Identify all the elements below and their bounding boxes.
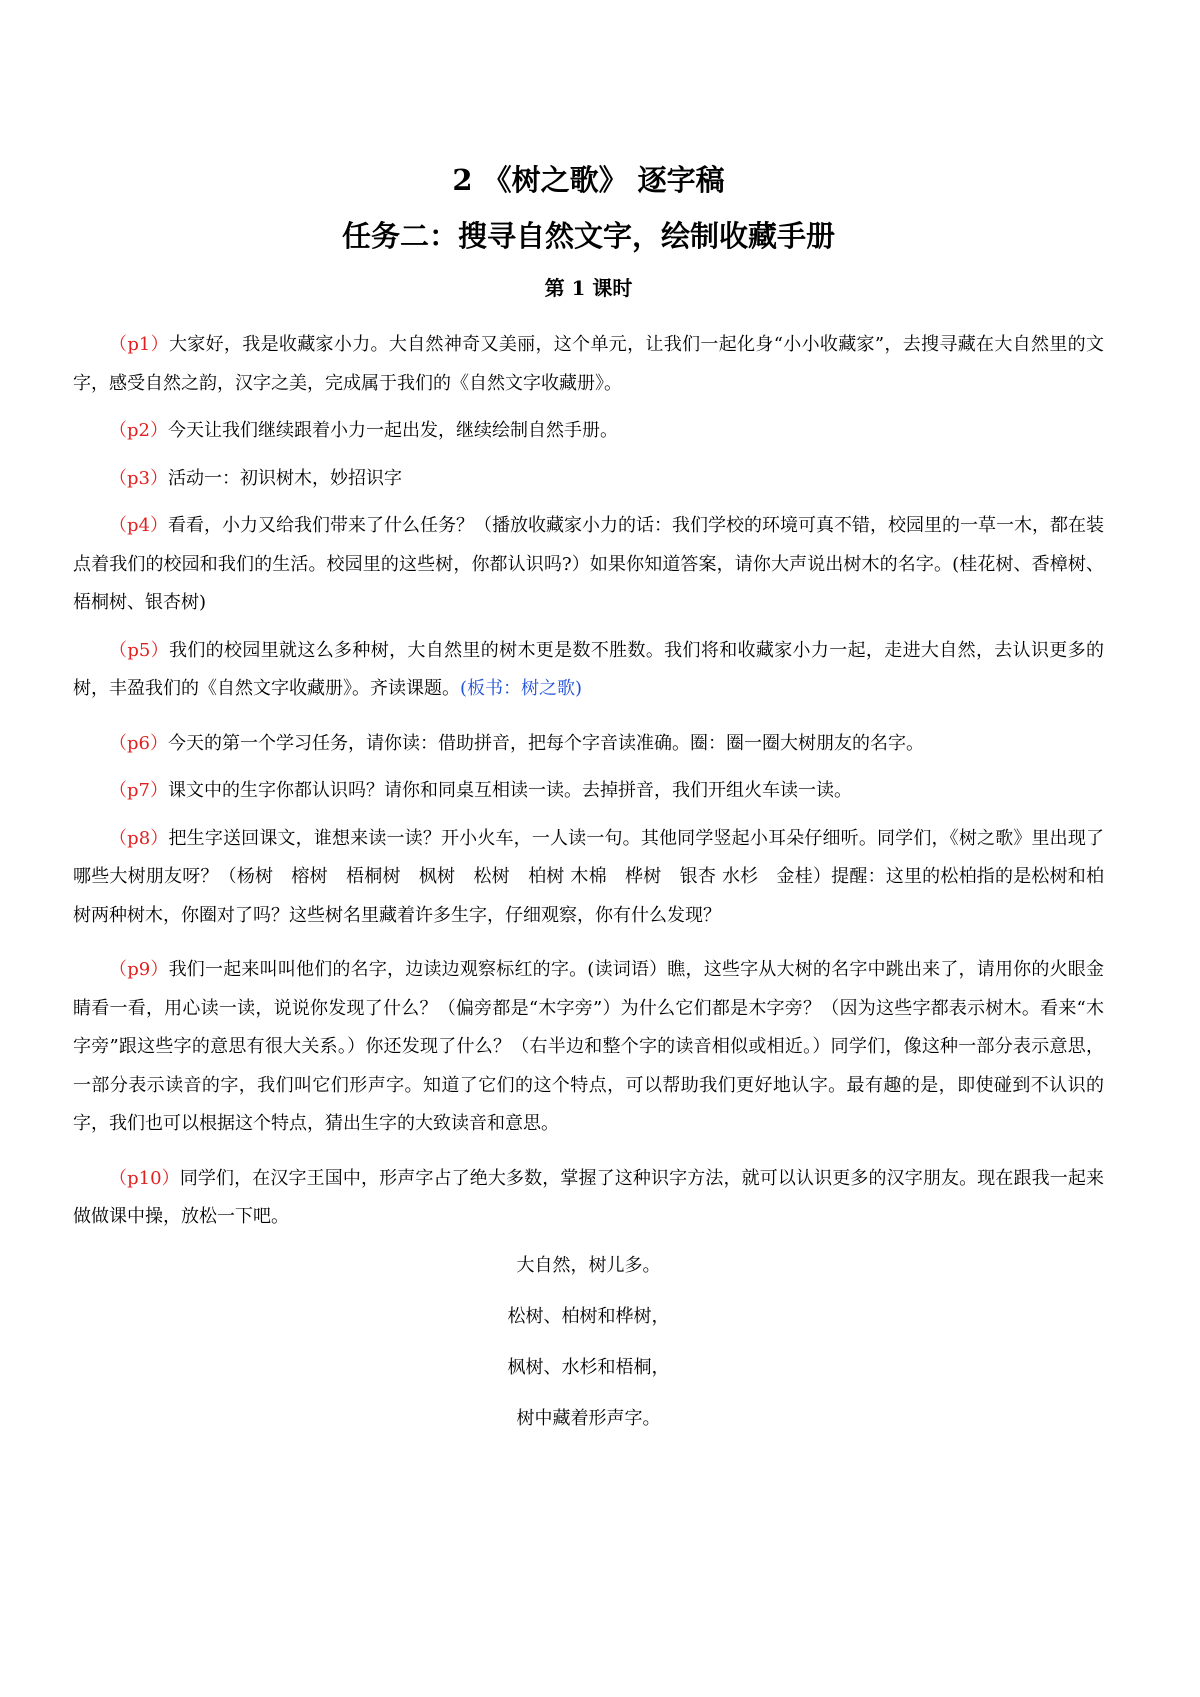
paragraph-tag: （p7） <box>109 780 168 801</box>
paragraph-p9 <box>73 951 1104 1144</box>
paragraph-text: 活动一：初识树木，妙招识字 <box>167 467 402 489</box>
paragraph-tag: （p5） <box>109 639 169 661</box>
paragraph-tag: （p3） <box>109 467 168 489</box>
transcript-body <box>73 326 1104 1433</box>
rhyme-line: 树中藏着形声字。 <box>516 1407 661 1429</box>
paragraph-p6 <box>73 725 1104 764</box>
paragraph-tag: （p9） <box>109 959 169 980</box>
exercise-rhyme <box>73 1252 1104 1433</box>
rhyme-line: 松树、柏树和桦树， <box>507 1305 670 1327</box>
paragraph-text: 同学们，在汉字王国中，形声字占了绝大多数，掌握了这种识字方法，就可以认识更多的汉字朋友。现在跟我一起来做做课中操，放松一下吧。 <box>73 1167 1104 1227</box>
paragraph-text: 大家好，我是收藏家小力。大自然神奇又美丽，这个单元，让我们一起化身“小小收藏家”，去搜寻藏在大自然里的文字，感受自然之韵，汉字之美，完成属于我们的《自然文字收藏册》。 <box>73 334 1104 394</box>
paragraph-p1 <box>73 326 1104 403</box>
paragraph-text: 今天让我们继续跟着小力一起出发，继续绘制自然手册。 <box>167 420 618 441</box>
document-title: 2 《树之歌》 逐字稿 <box>452 163 725 197</box>
paragraph-text: 把生字送回课文，谁想来读一读？开小火车，一人读一句。其他同学竖起小耳朵仔细听。同学们，《树之歌》里出现了哪些大树朋友呀？（杨树 榕树 梧桐树 枫树 松树 柏树 木棉 桦树 银杏 水杉 金桂）提醒：这里的松柏指的是松树和柏树两种树木，你圈对了吗？这些树名里藏着许多生字，仔细观察，你有什么发现？ <box>73 827 1104 926</box>
paragraph-tag: （p4） <box>109 515 168 536</box>
task-title: 任务二：搜寻自然文字，绘制收藏手册 <box>341 219 835 253</box>
paragraph-p10 <box>73 1160 1104 1237</box>
paragraph-p8 <box>73 820 1104 936</box>
paragraph-p2 <box>73 412 1104 451</box>
paragraph-tag: （p8） <box>109 827 169 849</box>
lesson-label: 第 1 课时 <box>544 276 633 300</box>
paragraph-text: 今天的第一个学习任务，请你读：借助拼音，把每个字音读准确。圈：圈一圈大树朋友的名字。 <box>167 732 924 754</box>
blackboard-note: (板书：树之歌) <box>460 678 583 699</box>
paragraph-tag: （p2） <box>109 420 168 441</box>
paragraph-text: 看看，小力又给我们带来了什么任务？（播放收藏家小力的话：我们学校的环境可真不错，校园里的一草一木，都在装点着我们的校园和我们的生活。校园里的这些树，你都认识吗?）如果你知道答案，请你大声说出树木的名字。(桂花树、香樟树、梧桐树、银杏树) <box>73 515 1104 613</box>
paragraph-tag: （p10） <box>109 1167 180 1189</box>
rhyme-line: 大自然，树儿多。 <box>516 1254 661 1276</box>
paragraph-text: 我们一起来叫叫他们的名字，边读边观察标红的字。(读词语）瞧，这些字从大树的名字中跳出来了，请用你的火眼金睛看一看，用心读一读，说说你发现了什么？（偏旁都是“木字旁”）为什么它们都是木字旁？（因为这些字都表示树木。看来“木字旁”跟这些字的意思有很大关系。）你还发现了什么？（右半边和整个字的读音相似或相近。）同学们，像这种一部分表示意思，一部分表示读音的字，我们叫它们形声字。知道了它们的这个特点，可以帮助我们更好地认字。最有趣的是，即使碰到不认识的字，我们也可以根据这个特点，猜出生字的大致读音和意思。 <box>73 959 1104 1134</box>
paragraph-p5 <box>73 632 1104 709</box>
paragraph-p4 <box>73 507 1104 623</box>
rhyme-line: 枫树、水杉和梧桐， <box>507 1356 670 1378</box>
paragraph-text: 我们的校园里就这么多种树，大自然里的树木更是数不胜数。我们将和收藏家小力一起，走进大自然，去认识更多的树，丰盈我们的《自然文字收藏册》。齐读课题。 <box>73 639 1104 699</box>
paragraph-tag: （p1） <box>109 334 169 355</box>
paragraph-tag: （p6） <box>109 732 168 754</box>
paragraph-p3 <box>73 460 1104 499</box>
paragraph-text: 课文中的生字你都认识吗？请你和同桌互相读一读。去掉拼音，我们开组火车读一读。 <box>167 780 852 801</box>
paragraph-p7 <box>73 772 1104 811</box>
